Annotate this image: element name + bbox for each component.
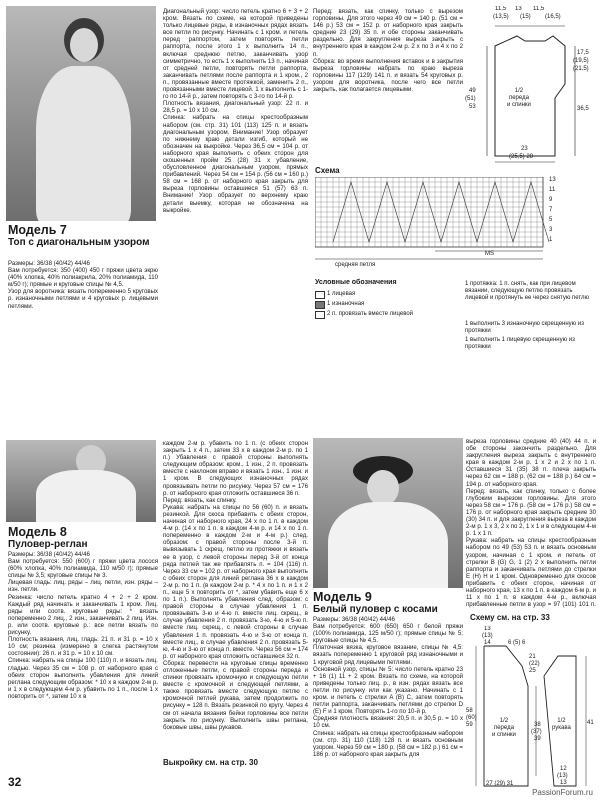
legend-item-2: 1 изнаночная [327,301,365,307]
scheme-row-7: 7 [549,207,553,213]
site-watermark: PassionForum.ru [532,788,593,797]
model8-left-text: Размеры: 36/38 (40/42) 44/46 Вам потребуется: 550 (600) г пряжи цвета лосося (60% хлопка, 40% полиамида, 110 м/50 г); прямые спицы № 3,5; круговые спицы № 3. Лицевая гладь: лиц. ряды – лиц. петли, изн. ряды – изн. петли. Резинка: число петель кратно 4 + 2 + 2 кром. Каждый ряд начинать и заканчивать 1 кром. Лиц. ряды или соотв. круговые ряды: * вязать попеременно 2 лиц., 2 изн., заканчивать 2 лиц. Изн. р. или соотв. круговые р.: все петли вязать по рисунку. Плотность вязания, лиц. гладь: 21 п. и 31 р. = 10 х 10 см; резинка (измерено в слегка растянутом состоянии): 26 п. и 31 р. = 10 х 10 см. Спинка: набрать на спицы 100 (110) п. и вязать лиц. гладью. Через 35 см = 108 р. от наборного края с обеих сторон выполнить убавления для линий реглана следующим образом: * 10 х в каждом 2-м р. и 1 х в следующем 4-м р. убавить по 1 п., после 1 х повторить от *, затем 10 х в [8,551,158,700]
pattern9-sleeve-bottom-1: 12 [560,766,567,772]
pattern7-left-3: 53 [469,104,476,110]
page-number: 32 [8,775,22,789]
pattern9-sleeve-right-1: 38 [534,722,541,728]
model8-subtitle: Пуловер-реглан [8,539,88,550]
pattern9-sleeve-right-3: 39 [534,736,541,742]
model9-subtitle: Белый пуловер с косами [313,604,438,615]
model7-pattern-drawing [465,6,595,166]
scheme-row-11: 11 [549,187,556,193]
model8-title: Модель 8 [8,525,67,539]
pattern9-body-left-2: (60) [466,715,477,721]
pattern7-left-2: (51) [465,96,476,102]
model7-col2-text: Диагональный узор: число петель кратно 6 + 3 + 2 кром. Вязать по схеме, на которой приведены только лицевые ряды, в изнаночных рядах вязать все петли по рисунку. Начинать с 1 кром. и петель перед раппортом, затем повторять петли раппорта, после этого 1 х выполнить 14 п., включая среднюю петлю, заканчивать узор симметрично, то есть 1 х выполнить 13 п., начиная от средней петли, повторять петли раппорта, заканчивать петлями после раппорта и 1 кром., 2 п., провязанные вместе протяжкой, заменить 2 п., провязанными вместе лицевой. 1 х выполнить с 1-го по 14-й р., затем повторять с 3-го по 14-й р. Плотность вязания, диагональный узор: 22 п. и 28,5 р. = 10 х 10 см. Спинка: набрать на спицы крестообразным набором (см. стр. 31) 101 (113) 125 п. и вязать диагональным узором. Внимание! Узор образует по нижнему краю детали изгиб, который не обозначен на выкройке. Через 36,5 см = 104 р. от наборного края выполнить с обеих сторон для скошенных пройм 25 (28) 31 х убавление, обусловленное диагональным узором, прямых прибавлений. Через 54 см = 154 р. (56 см = 160 р.) 58 см = 168 р. от наборного края закрыть для выреза горловины оставшиеся 51 (57) 63 п. Внимание! Узор образует по верхнему краю детали выемку, которая не обозначена на выкройке. [163,8,308,214]
legend-swatch-purl [315,301,325,309]
pattern9-shoulder: 6 (5) 6 [508,640,526,646]
scheme-row-5: 5 [549,217,553,223]
model9-scheme-link: Схему см. на стр. 33 [470,613,550,622]
pattern9-body-bottom: 27 (29) 31 [486,781,514,787]
pattern9-body-right-3: 25 [529,668,536,674]
model7-col3-text: Перед: вязать, как спинку, только с вырезом горловины. Для этого через 49 см = 140 р. (51 см = 146 р.) 53 см = 152 р. от наборного края закрыть средние 23 (29) 35 п. и обе стороны заканчивать раздельно. Для закругления выреза закрыть с внутреннего края в каждом 2-м р. 2 х по 3 и 4 х по 2 п. Сборка: во время выполнения вставок и в закрытия выреза горловины набрать по краю выреза горловины 117 (129) 141 п. и вязать 54 круговых р. узором для воротника, после чего все петли закрыть, как полагается лицевыми. [313,8,463,94]
pattern7-top-5: (15) [520,14,531,20]
pattern7-top-6: (16,5) [545,14,561,20]
pattern7-top-3: 11,5 [533,6,545,12]
legend-title: Условные обозначения [315,279,397,286]
legend-swatch-k2tog [315,311,325,319]
pattern9-sleeve-right-2: (37) [531,729,542,735]
pattern7-top-2: 13 [515,6,522,12]
pattern9-sleeve-bottom-3: 13 [560,780,567,786]
pattern7-top-4: (13,5) [493,14,509,20]
model9-photo [313,438,463,588]
pattern7-top-1: 11,5 [495,6,507,12]
model7-photo [6,6,156,221]
model9-pattern [466,626,596,791]
model8-photo [6,440,156,522]
pattern9-sleeve-label: 1/2 рукава [552,718,571,731]
pattern9-top-2: (13) [482,633,493,639]
pattern7-right-4: 36,5 [577,106,589,112]
pattern9-body-left-3: 59 [466,722,473,728]
pattern7-bottom-1: 23 [521,146,528,152]
model8-link: Выкройку см. на стр. 30 [163,758,258,767]
model7-subtitle: Топ с диагональным узором [8,237,150,248]
legend-item-4: 1 протяжка: 1 п. снять, как при лицевом вязании, следующую петлю провязать лицевой и протянуть ее через снятую петлю [465,281,590,301]
pattern7-right-1: 17,5 [577,50,589,56]
scheme-row-13: 13 [549,177,556,183]
legend-item-5: 1 выполнить 3 изнаночную скрещенную из протяжки [465,321,584,334]
legend-swatch-knit [315,291,325,299]
legend-item-1: 1 лицевая [327,291,356,297]
pattern7-bottom-2: (25,5) 28 [509,154,534,160]
scheme-title: Схема [315,166,340,175]
pattern7-right-3: (21,5) [573,66,589,72]
model7-left-text: Размеры: 36/38 (40/42) 44/46 Вам потребуется: 350 (400) 450 г пряжи цвета экрю (40% хлопка, 40% полиакрила, 20% полиамида, 110 м/50 г); прямые и круговые спицы № 4,5. Узор для воротника: вязать попеременно 5 круговых р. изнаночными петлями и 4 круговых р. лицевыми петлями. [8,260,158,310]
legend-item-6: 1 выполнить 1 лицевую скрещенную из протяжки [465,337,575,350]
model9-left-text: Размеры: 36/38 (40/42) 44/46 Вам потребуется: 600 (650) 650 г белой пряжи (100% полиамида, 125 м/50 г); прямые спицы № 5; круговые спицы № 4,5. Платочная вязка, круговое вязание, спицы № 4,5: вязать попеременно 1 круговой ряд изнаночными и 1 круговой ряд лицевыми петлями. Основной узор, спицы № 5: число петель кратно 23 + 16 (1) 11 + 2 кром. Вязать по схеме, на которой приведены только лиц. р., в изн. рядах вязать все петли по рисунку или как указано. Начинать с 1 кром. и петель с стрелки A (B) C, затем повторять петли раппорта, заканчивать петлями до стрелки D (E) F и 1 кром. Повторять 1-го по 10-й р. Средняя плотность вязания: 20,5 п. и 30,5 р. = 10 х 10 см. Спинка: набрать на спицы крестообразным набором (см. стр. 31) 110 (118) 128 п. и вязать основным узором. Через 59 см = 180 р. (58 см = 182 р.) 61 см = 186 р. от наборного края закрыть для [313,616,463,758]
legend-item-3: 2 п. провязать вместе лицевой [327,311,414,317]
pattern9-top-1: 13 [484,626,491,632]
pattern9-sleeve-bottom-2: (13) [557,773,568,779]
pattern9-sleeve-side: 41 [587,720,594,726]
pattern7-label: 1/2 переда и спинки [507,88,531,108]
model9-right-text: выреза горловины средние 40 (40) 44 п. и обе стороны закончить раздельно. Для закругления выреза закрыть с внутреннего края в каждом 2-м р. 1 х 2 и 2 х по 1 п. Оставшиеся 31 (35) 38 п. плеча закрыть через 62 см = 188 р. (62 см = 188 р.) 64 см = 194 р. от наборного края. Перед: вязать, как спинку, только с более глубоким вырезом горловины. Для этого через 58 см = 176 р. (58 см = 176 р.) 58 см = 176 р. от наборного края закрыть средние 30 (30) 34 п. и для закругления выреза в каждом 2-м р. 1 х 3, 2 х по 2, 1 х 1 и в следующем 4-м р. 1 х 1 п. Рукава: набрать на спицы крестообразным набором по 49 (53) 53 п. и вязать основным узором, начиная с 1 кром. и петель от стрелки B (G) G, 1 (2) 2 х выполнить петли раппорта и заканчивать петлями до стрелки E (H) H и 1 кром. Одновременно для скосов прибавить с обеих сторон, начиная от наборного края, 13 х по 1 п. в каждом 6-м р. и 11 х по 1 п. в каждом 4-м р., включая прибавленные петли в узор = 97 (101) 101 п. [466,438,596,608]
scheme-row-3: 3 [549,227,553,233]
pattern9-top-3: 14 [484,640,491,646]
model7-title: Модель 7 [8,223,67,237]
scheme-ms-label: MS [485,251,494,257]
scheme-row-1: 1 [549,237,553,243]
model7-pattern [465,6,595,166]
pattern7-left-1: 49 [469,88,476,94]
scheme-middle-label: средняя петля [335,262,376,268]
pattern7-right-2: (19,5) [573,58,589,64]
scheme-row-9: 9 [549,197,553,203]
model9-pattern-drawing [466,626,596,791]
pattern9-body-left-1: 58 [466,708,473,714]
pattern9-body-label: 1/2 переда и спинки [492,718,516,738]
pattern9-body-right-1: 21 [529,654,536,660]
model9-title: Модель 9 [313,590,372,604]
model8-col2-text: каждом 2-м р. убавить по 1 п. (с обеих сторон закрыть 1 х 4 п., затем 33 х в каждом 2-м р. по 1 п.) Убавления с правой стороны выполнять следующим образом: кром., 1 изн., 2 п. провязать вместе с наклоном вправо и вязать 1 изн., 1 изн. и 1 кром. В следующих изнаночных рядах провязывать петли по рисунку. Через 57 см = 176 р. от наборного края отложить оставшиеся 36 п. Перед: вязать, как спинку. Рукава: набрать на спицы по 56 (60) п. и вязать резинкой. Для скоса прибавить с обеих сторон, начиная от наборного края, 24 х по 1 п. в каждом 4-м р. (14 х по 1 п. в каждом 4-м р. и 14 х по 1 п. попеременно в каждом 2-м и 4-м р.) след. образом: с правой стороны после 3-й п. вывязывать 1 скрещ. петлю из протяжки и вязать ее в узор, с левой стороны перед 3-й от конца ряда петлей так же прибавлять п. = 104 (116) п. Через 33 см = 102 р. от наборного края выполнить с обеих сторон для линий реглана 36 х в каждом 2-м р. по 1 п. (в каждом 2-м р. * 4 х по 1 п. и 1 х 2 п., еще 5 х повторить от *, затем убавить еще 6 х по 1 п.). Выполнять убавления след. образом: с правой стороны в случае убавления 1 п. провязывать 3-ю и 4-ю п. вместе лиц. скрещ., в случае убавления 2 п. провязать 3-ю, 4-ю и 5-ю п. вместе лиц. скрещ., с левой стороны в случае убавления 1 п. провязать 4-ю и 3-ю от конца п. вместе лиц., в случае убавления 2 п. провязать 5-ю, 4-ю и 3-ю от конца п. вместе. Через 56 см = 174 р. от наборного края отложить оставшиеся 32 п. Сборка: перевести на круговые спицы временно отложенные петли, с правой стороны переда и спинки провязать кромочную и следующую петли вместе с кромочной и следующей петлями, а также провязать вместе следующую петлю с кромочной петлей рукава, затем продолжить по рисунку = 128 п. Вязать резинкой по кругу. Через 4 см от начала вязания бейки горловины все петли закрыть по рисунку. Выполнить швы реглана, боковые швы, швы рукавов. [163,440,308,731]
pattern9-body-right-2: (22) [529,661,540,667]
